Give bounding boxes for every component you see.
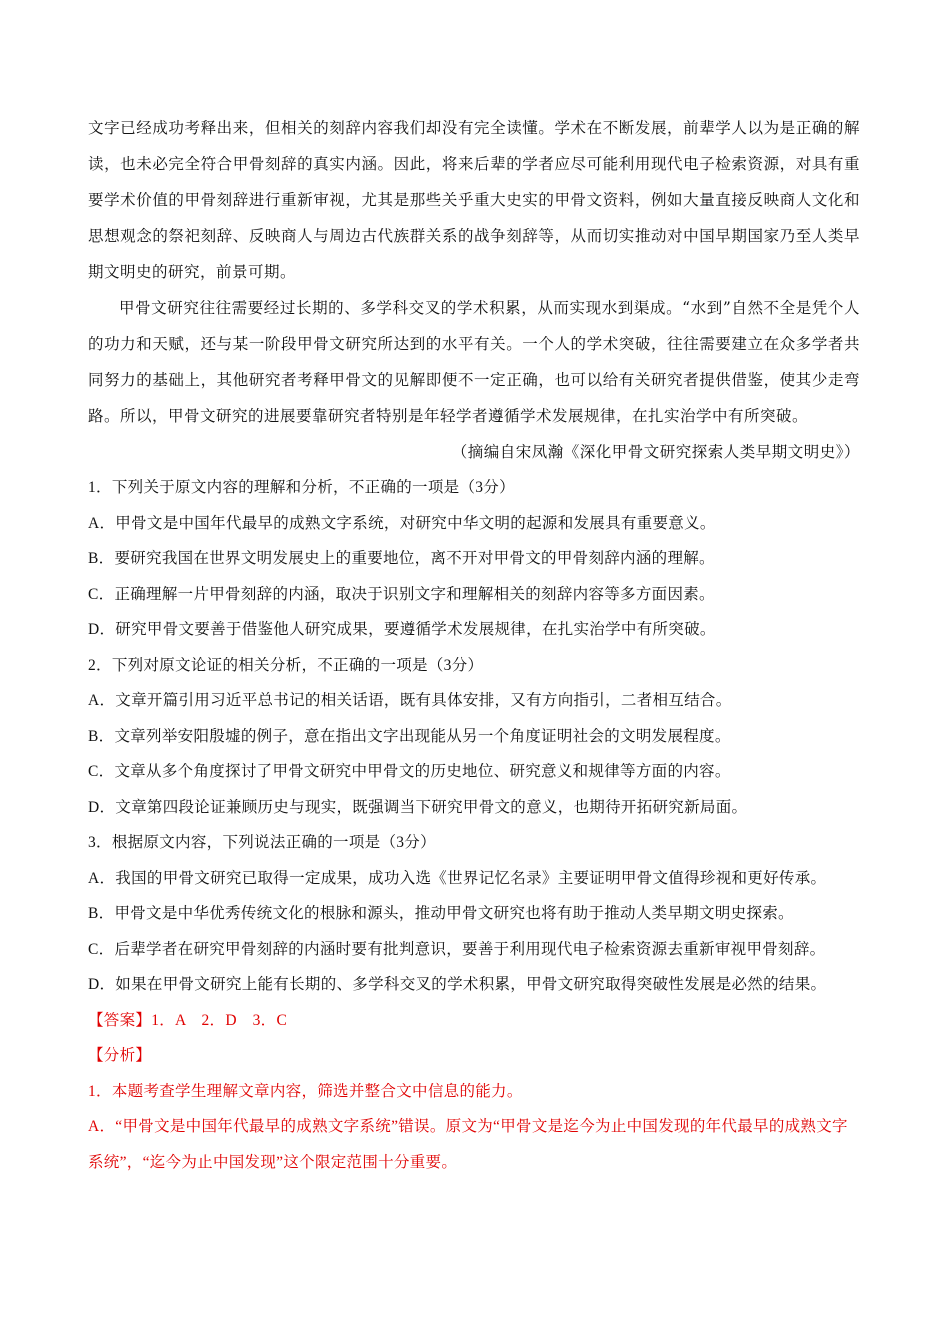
analysis-label: 【分析】 <box>88 1047 152 1064</box>
option-b: B．文章列举安阳殷墟的例子，意在指出文字出现能从另一个角度证明社会的文明发展程度。 <box>88 727 731 745</box>
question-3 <box>88 825 860 1003</box>
question-1 <box>88 470 860 648</box>
option-d: D．文章第四段论证兼顾历史与现实，既强调当下研究甲骨文的意义，也期待开拓研究新局面。 <box>88 798 748 816</box>
passage-paragraph-2: 甲骨文研究往往需要经过长期的、多学科交叉的学术积累，从而实现水到渠成。“水到”自然不全是凭个人的功力和天赋，还与某一阶段甲骨文研究所达到的水平有关。一个人的学术突破，往往需要建立在众多学者共同努力的基础上，其他研究者考释甲骨文的见解即便不一定正确，也可以给有关研究者提供借鉴，使其少走弯路。所以，甲骨文研究的进展要靠研究者特别是年轻学者遵循学术发展规律，在扎实治学中有所突破。 <box>88 299 860 425</box>
analysis-line-1: 1．本题考查学生理解文章内容，筛选并整合文中信息的能力。 <box>88 1082 523 1100</box>
option-b: B．要研究我国在世界文明发展史上的重要地位，离不开对甲骨文的甲骨刻辞内涵的理解。 <box>88 550 715 567</box>
document-page <box>88 110 860 1181</box>
analysis-line-2: A．“甲骨文是中国年代最早的成熟文字系统”错误。原文为“甲骨文是迄今为止中国发现的年代最早的成熟文字系统”，“迄今为止中国发现”这个限定范围十分重要。 <box>88 1118 848 1171</box>
option-a: A．甲骨文是中国年代最早的成熟文字系统，对研究中华文明的起源和发展具有重要意义。 <box>88 514 716 532</box>
question-stem: 1．下列关于原文内容的理解和分析，不正确的一项是（3分） <box>88 479 515 496</box>
question-stem: 3．根据原文内容，下列说法正确的一项是（3分） <box>88 834 436 851</box>
option-d: D．研究甲骨文要善于借鉴他人研究成果，要遵循学术发展规律，在扎实治学中有所突破。 <box>88 621 716 638</box>
answer-label: 【答案】 <box>88 1011 152 1029</box>
passage-source: （摘编自宋凤瀚《深化甲骨文研究探索人类早期文明史》） <box>451 443 860 461</box>
option-c: C．后辈学者在研究甲骨刻辞的内涵时要有批判意识，要善于利用现代电子检索资源去重新审视甲骨刻辞。 <box>88 940 826 958</box>
option-c: C．正确理解一片甲骨刻辞的内涵，取决于识别文字和理解相关的刻辞内容等多方面因素。 <box>88 585 715 603</box>
answer-text: 1．A 2．D 3．C <box>151 1011 288 1029</box>
question-stem: 2．下列对原文论证的相关分析，不正确的一项是（3分） <box>88 656 484 674</box>
option-c: C．文章从多个角度探讨了甲骨文研究中甲骨文的历史地位、研究意义和规律等方面的内容。 <box>88 763 731 780</box>
passage-paragraph-1: 文字已经成功考释出来，但相关的刻辞内容我们却没有完全读懂。学术在不断发展，前辈学人以为是正确的解读，也未必完全符合甲骨刻辞的真实内涵。因此，将来后辈的学者应尽可能利用现代电子检索资源，对具有重要学术价值的甲骨刻辞进行重新审视，尤其是那些关乎重大史实的甲骨文资料，例如大量直接反映商人文化和思想观念的祭祀刻辞、反映商人与周边古代族群关系的战争刻辞等，从而切实推动对中国早期国家乃至人类早期文明史的研究，前景可期。 <box>88 119 860 281</box>
question-2 <box>88 648 860 826</box>
answer-line <box>88 1003 860 1039</box>
option-b: B．甲骨文是中华优秀传统文化的根脉和源头，推动甲骨文研究也将有助于推动人类早期文明史探索。 <box>88 905 794 922</box>
option-a: A．我国的甲骨文研究已取得一定成果，成功入选《世界记忆名录》主要证明甲骨文值得珍视和更好传承。 <box>88 869 827 887</box>
option-d: D．如果在甲骨文研究上能有长期的、多学科交叉的学术积累，甲骨文研究取得突破性发展是必然的结果。 <box>88 976 827 993</box>
option-a: A．文章开篇引用习近平总书记的相关话语，既有具体安排，又有方向指引，二者相互结合。 <box>88 692 732 709</box>
